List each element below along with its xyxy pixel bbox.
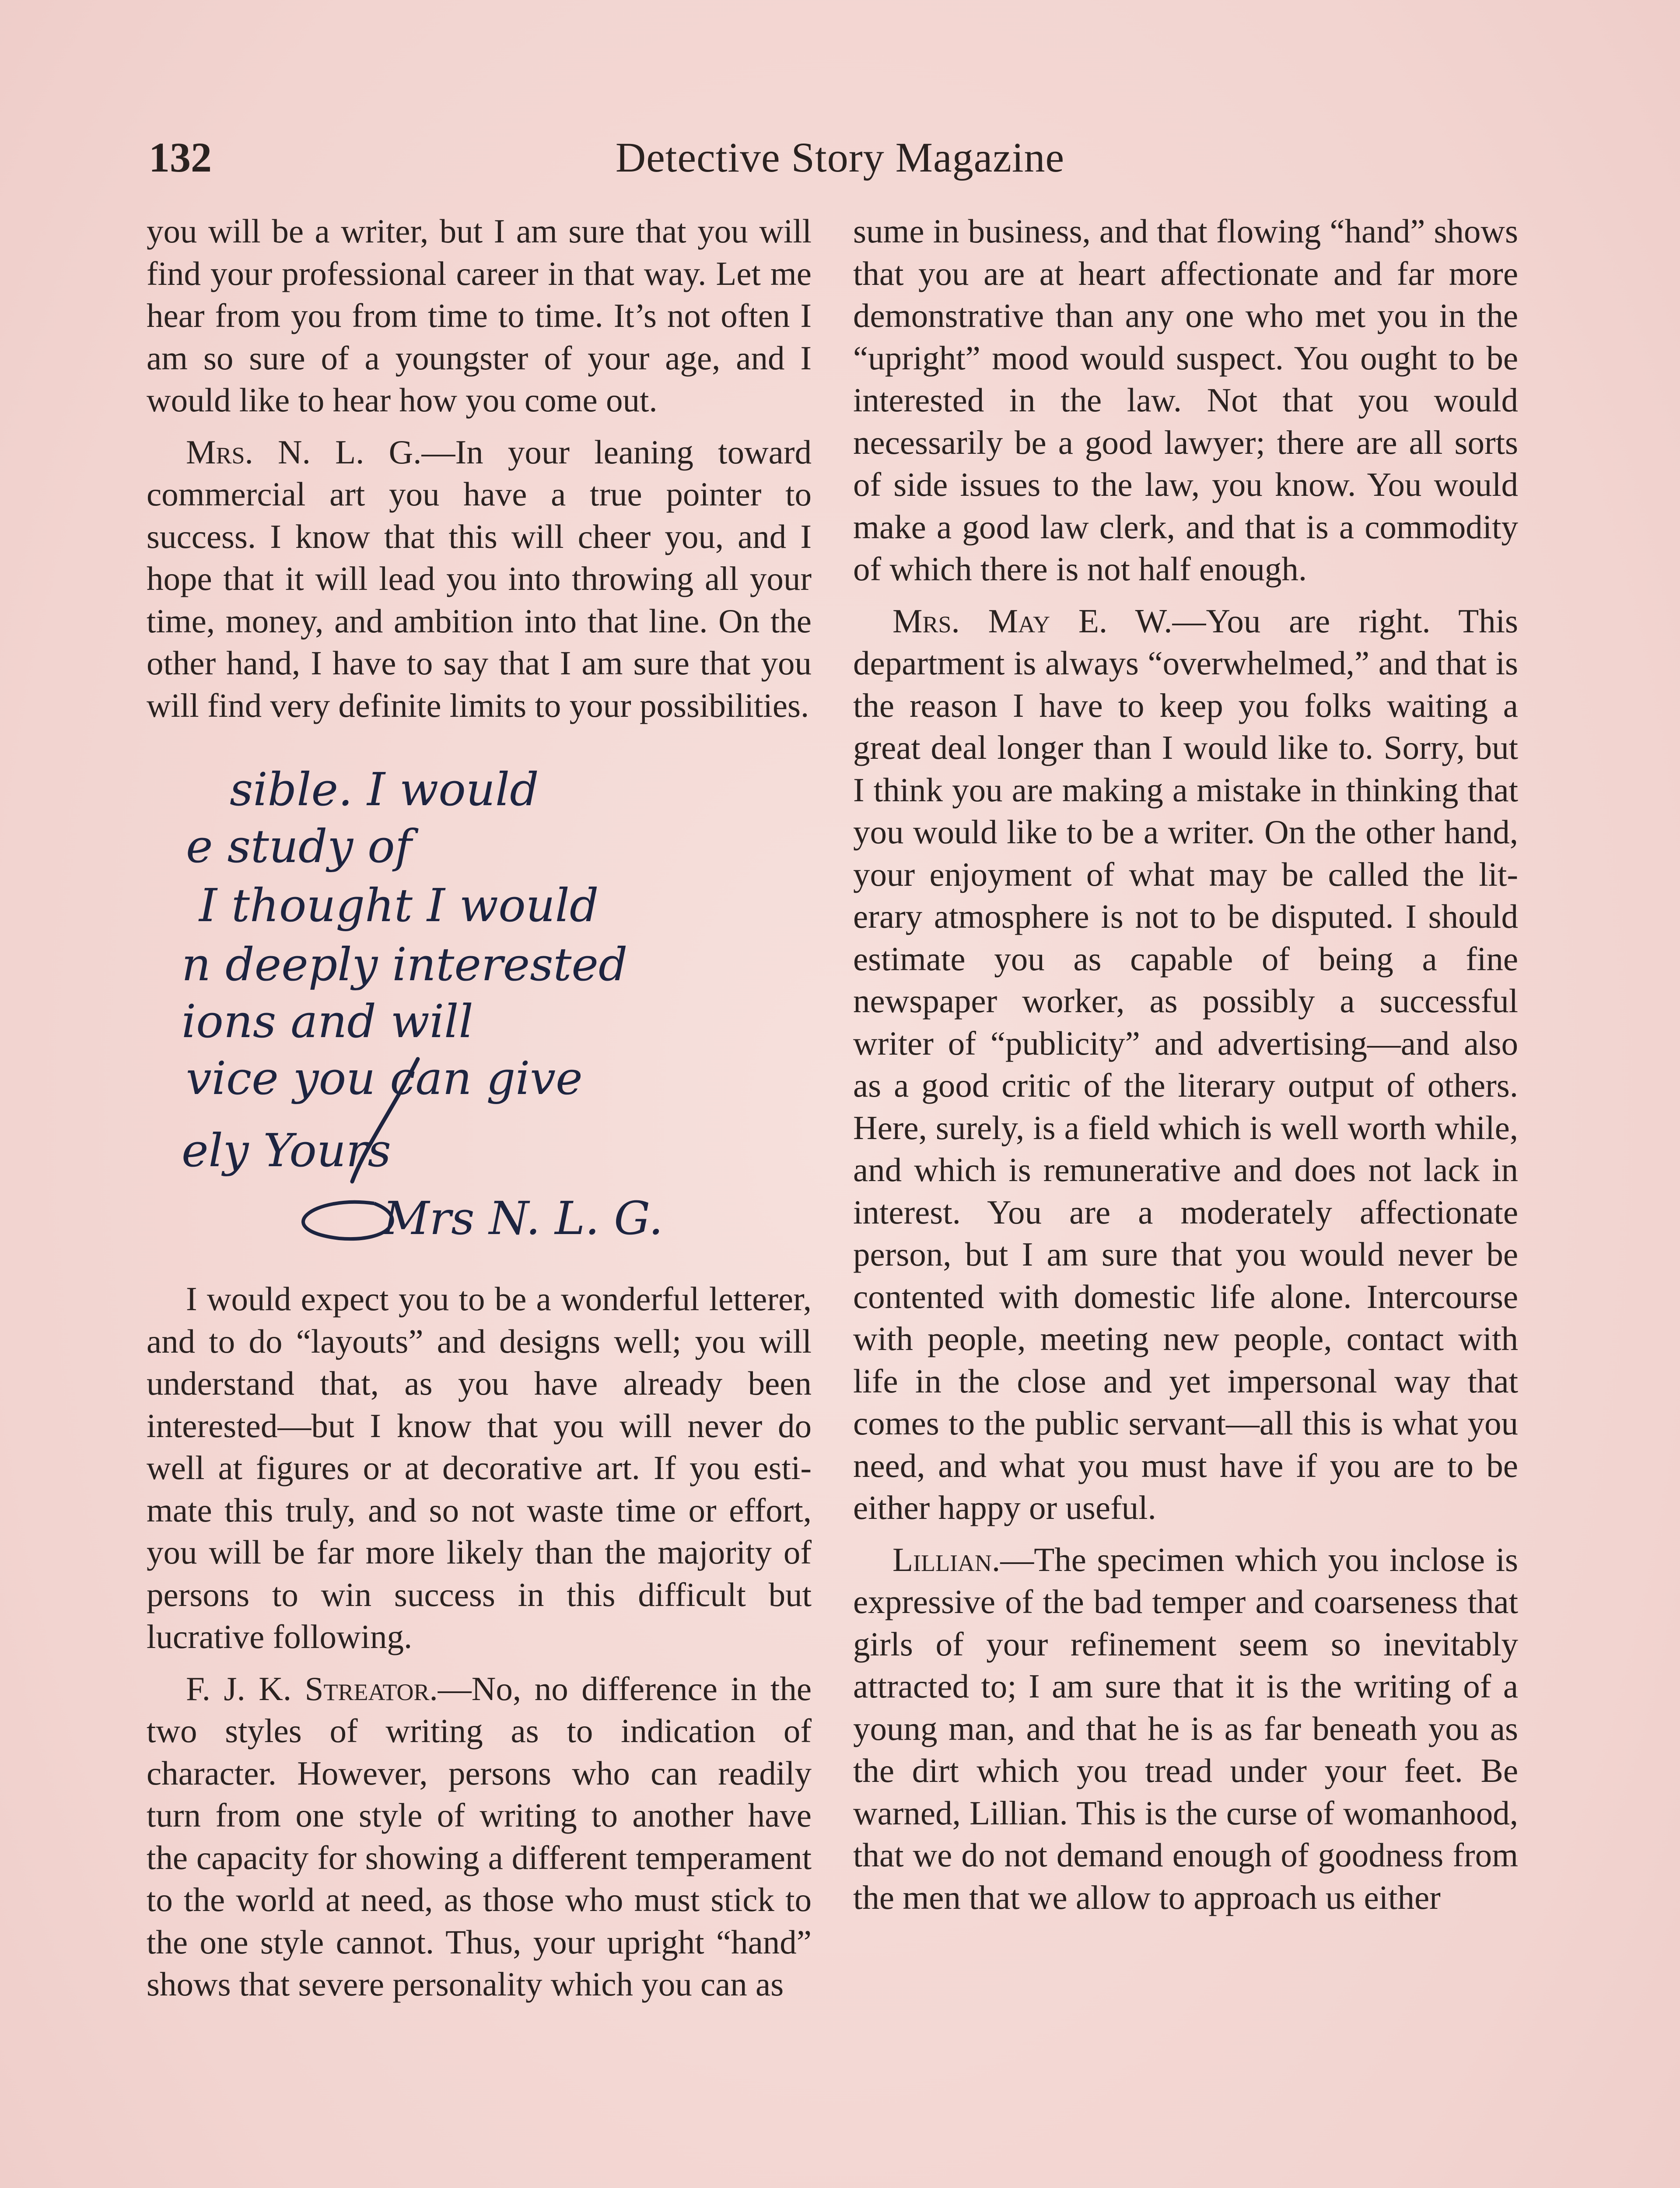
reply-text: —The specimen which you inclose is expressive of the bad temper and coarseness that girls of your refinement seem so inevitably attracted to; I am sure that it is the writing of a young man, and that he is as far beneath you as the dirt which you tread under your feet. Be warned, Lillian. This is the curse of womanhood, that we do not demand enough of goodness from the men that we allow to approach us either bbox=[853, 1540, 1518, 1916]
handwriting-line: sible. I would bbox=[230, 763, 539, 816]
correspondent-name: Mrs. N. L. G. bbox=[186, 433, 422, 471]
reply-text: —You are right. This department is always “overwhelmed,” and that is the reason I have to keep you folks waiting a great deal longer than I would like to. Sorry, but I think you are making a mistake in thinking that you would like to be a writer. On the other hand, your enjoyment of what may be called the literary atmosphere is not to be disputed. I should estimate you as capable of being a fine newspaper worker, as possibly a successful writer of “publicity” and advertising—and also as a good critic of the literary output of others. Here, surely, is a field which is well worth while, and which is remunerative and does not lack in interest. You are a moderately affectionate person, but I am sure that you would never be contented with domestic life alone. Intercourse with people, meeting new people, contact with life in the close and yet impersonal way that comes to the public servant—all this is what you need, and what you must have if you are to be either happy or useful. bbox=[853, 602, 1518, 1526]
correspondent-name: F. J. K. Streator. bbox=[186, 1669, 438, 1708]
handwriting-line: n deeply interested bbox=[182, 938, 628, 991]
handwriting-line: ely Yours bbox=[182, 1124, 391, 1177]
right-column bbox=[853, 210, 1518, 1928]
page-header bbox=[149, 131, 1531, 193]
correspondent-name: Lillian. bbox=[892, 1540, 1001, 1578]
paragraph-continuation: you will be a writer, but I am sure that you will find your professional career in that way. Let me hear from you from time to time. It’s not often I am so sure of a youngster of your age, and I would like to hear how you come out. bbox=[147, 212, 812, 419]
handwriting-line: vice you can give bbox=[186, 1052, 583, 1105]
reply-text: —In your leaning toward commercial art you have a true pointer to success. I know that this will cheer you, and I hope that it will lead you into throwing all your time, money, and ambition into that line. On the other hand, I have to say that I am sure that you will find very definite limits to your possibilities. bbox=[147, 433, 812, 724]
handwriting-line: e study of bbox=[186, 820, 412, 873]
reply-streator bbox=[147, 1668, 812, 2006]
handwriting-line: ions and will bbox=[182, 995, 473, 1048]
paragraph-continuation: sume in business, and that flowing “hand” shows that you are at heart affectionate and far more demonstrative than any one who met you in the “upright” mood would suspect. You ought to be interested in the law. Not that you would necessarily be a good lawyer; there are all sorts of side issues to the law, you know. You would make a good law clerk, and that is a commodity of which there is not half enough. bbox=[853, 212, 1518, 588]
signature-loop-stroke bbox=[303, 1202, 392, 1239]
reply-lillian bbox=[853, 1539, 1518, 1919]
handwriting-specimen bbox=[147, 753, 812, 1256]
paragraph-letterer: I would expect you to be a wonderful letterer, and to do “layouts” and designs well; you will understand that, as you have already been interested—but I know that you will never do well at figures or at decorative art. If you estimate this truly, and so not waste time or effort, you will be far more likely than the majority of persons to win success in this difficult but lucrative following. bbox=[147, 1280, 812, 1655]
reply-mrs-nlg bbox=[147, 431, 812, 727]
handwriting-line: I thought I would bbox=[199, 879, 599, 932]
correspondent-name: Mrs. May E. W. bbox=[892, 602, 1172, 640]
reply-text: —No, no difference in the two styles of writing as to indication of character. However, persons who can readily turn from one style of writing to another have the capacity for showing a different temperament to the world at need, as those who must stick to the one style cannot. Thus, your upright “hand” shows that severe personality which you can as bbox=[147, 1669, 812, 2003]
left-column bbox=[147, 210, 812, 2015]
reply-mrs-may-ew bbox=[853, 600, 1518, 1529]
page-number: 132 bbox=[149, 134, 212, 181]
running-title: Detective Story Magazine bbox=[615, 134, 1065, 181]
handwriting-line: Mrs N. L. G. bbox=[383, 1192, 663, 1245]
